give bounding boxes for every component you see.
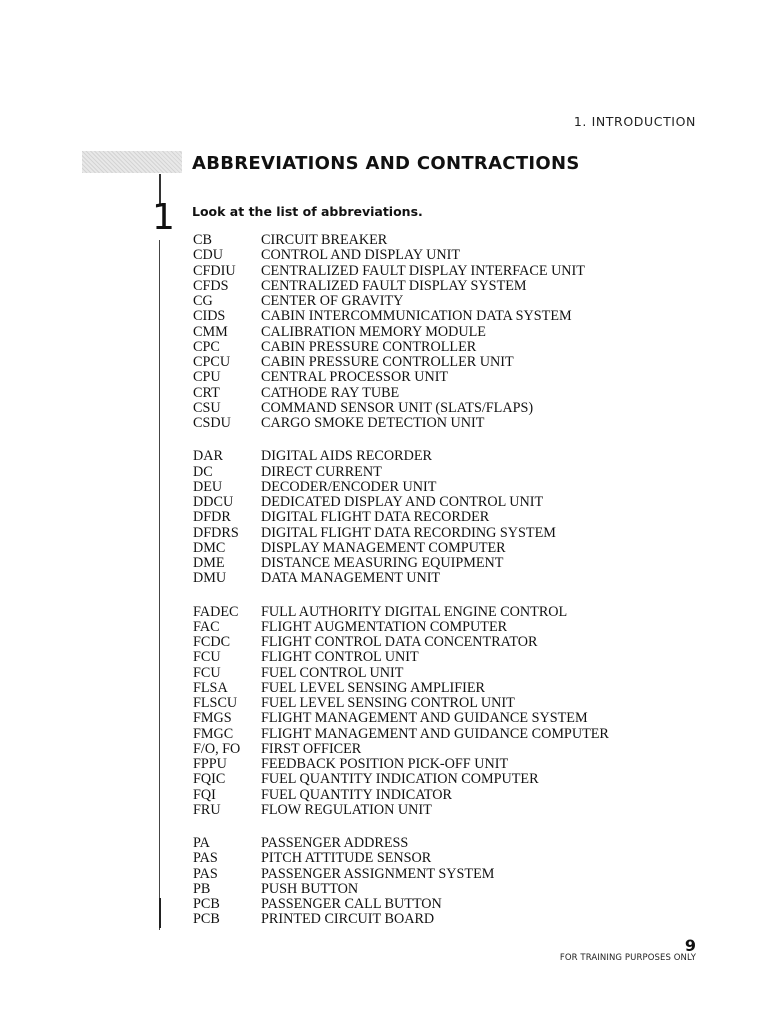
abbreviation-row — [193, 867, 693, 882]
abbreviation-meaning: PASSENGER CALL BUTTON — [261, 896, 442, 912]
abbreviation-row — [193, 605, 693, 620]
abbreviation-row — [193, 355, 693, 370]
abbreviation-term: FQIC — [193, 771, 226, 788]
abbreviation-row — [193, 556, 693, 571]
abbreviation-row — [193, 325, 693, 340]
abbreviation-row — [193, 541, 693, 556]
abbreviation-meaning: FLIGHT AUGMENTATION COMPUTER — [261, 618, 508, 635]
abbreviation-meaning: CENTRALIZED FAULT DISPLAY INTERFACE UNIT — [261, 262, 585, 279]
abbreviation-meaning: PASSENGER ADDRESS — [261, 835, 409, 851]
abbreviation-row — [193, 233, 693, 248]
abbreviation-row — [193, 279, 693, 294]
abbreviation-meaning: PITCH ATTITUDE SENSOR — [261, 850, 432, 867]
abbreviation-meaning: FUEL QUANTITY INDICATOR — [261, 786, 452, 803]
abbreviation-term: DFDR — [193, 509, 231, 526]
abbreviation-term: FCDC — [193, 634, 231, 650]
abbreviation-meaning: PUSH BUTTON — [261, 880, 359, 897]
abbreviation-meaning: FLIGHT MANAGEMENT AND GUIDANCE SYSTEM — [261, 710, 588, 727]
abbreviation-row — [193, 912, 693, 927]
abbreviation-term: CSU — [193, 399, 221, 416]
abbreviation-meaning: COMMAND SENSOR UNIT (SLATS/FLAPS) — [261, 399, 534, 416]
abbreviation-group — [193, 605, 693, 819]
margin-rule — [159, 240, 160, 930]
abbreviation-term: PA — [193, 835, 210, 851]
abbreviation-meaning: CONTROL AND DISPLAY UNIT — [261, 247, 461, 264]
abbreviation-row — [193, 340, 693, 355]
abbreviation-row — [193, 370, 693, 385]
abbreviation-term: DMU — [193, 570, 227, 587]
abbreviation-row — [193, 727, 693, 742]
abbreviation-row — [193, 772, 693, 787]
abbreviation-term: CPU — [193, 369, 221, 386]
abbreviation-meaning: CENTRAL PROCESSOR UNIT — [261, 369, 449, 386]
abbreviation-list — [193, 233, 693, 946]
abbreviation-term: FMGS — [193, 710, 232, 727]
abbreviation-meaning: FLIGHT CONTROL UNIT — [261, 649, 419, 666]
abbreviation-meaning: DATA MANAGEMENT UNIT — [261, 570, 441, 587]
abbreviation-term: CMM — [193, 323, 228, 340]
abbreviation-row — [193, 416, 693, 431]
abbreviation-row — [193, 711, 693, 726]
abbreviation-row — [193, 803, 693, 818]
abbreviation-row — [193, 635, 693, 650]
abbreviation-term: DME — [193, 555, 225, 571]
abbreviation-meaning: FULL AUTHORITY DIGITAL ENGINE CONTROL — [261, 603, 568, 620]
abbreviation-meaning: FLIGHT CONTROL DATA CONCENTRATOR — [261, 634, 538, 650]
abbreviation-row — [193, 788, 693, 803]
abbreviation-term: FCU — [193, 649, 221, 666]
abbreviation-meaning: DISTANCE MEASURING EQUIPMENT — [261, 555, 504, 571]
abbreviation-term: FAC — [193, 618, 220, 635]
abbreviation-meaning: CALIBRATION MEMORY MODULE — [261, 323, 486, 340]
abbreviation-term: FLSCU — [193, 695, 238, 711]
abbreviation-row — [193, 449, 693, 464]
abbreviation-term: DDCU — [193, 494, 234, 510]
abbreviation-term: CIDS — [193, 308, 226, 325]
abbreviation-row — [193, 851, 693, 866]
abbreviation-meaning: CABIN PRESSURE CONTROLLER — [261, 338, 477, 355]
abbreviation-row — [193, 897, 693, 912]
abbreviation-meaning: CABIN INTERCOMMUNICATION DATA SYSTEM — [261, 308, 572, 325]
abbreviation-row — [193, 882, 693, 897]
abbreviation-term: PAS — [193, 865, 218, 882]
abbreviation-row — [193, 248, 693, 263]
abbreviation-term: CG — [193, 293, 213, 309]
abbreviation-meaning: CENTRALIZED FAULT DISPLAY SYSTEM — [261, 277, 527, 294]
abbreviation-meaning: CIRCUIT BREAKER — [261, 232, 388, 248]
exercise-number: 1 — [152, 197, 175, 238]
footer-note: FOR TRAINING PURPOSES ONLY — [559, 953, 696, 963]
abbreviation-meaning: FUEL LEVEL SENSING CONTROL UNIT — [261, 695, 515, 711]
abbreviation-meaning: CATHODE RAY TUBE — [261, 384, 400, 401]
abbreviation-term: FMGC — [193, 725, 234, 742]
abbreviation-row — [193, 742, 693, 757]
abbreviation-row — [193, 264, 693, 279]
abbreviation-term: DC — [193, 463, 213, 480]
abbreviation-row — [193, 386, 693, 401]
abbreviation-row — [193, 620, 693, 635]
abbreviation-term: FPPU — [193, 756, 227, 772]
abbreviation-row — [193, 836, 693, 851]
abbreviation-term: CRT — [193, 384, 220, 401]
abbreviation-group — [193, 449, 693, 586]
abbreviation-term: DMC — [193, 539, 226, 556]
running-header: 1. INTRODUCTION — [573, 114, 696, 129]
abbreviation-term: FCU — [193, 664, 221, 681]
abbreviation-row — [193, 309, 693, 324]
abbreviation-term: FRU — [193, 801, 221, 818]
abbreviation-term: CB — [193, 232, 212, 248]
abbreviation-term: CFDIU — [193, 262, 236, 279]
margin-rule-bottom — [159, 898, 161, 928]
abbreviation-row — [193, 510, 693, 525]
abbreviation-meaning: FLIGHT MANAGEMENT AND GUIDANCE COMPUTER — [261, 725, 609, 742]
abbreviation-meaning: DISPLAY MANAGEMENT COMPUTER — [261, 539, 506, 556]
abbreviation-term: PCB — [193, 911, 220, 928]
abbreviation-meaning: PRINTED CIRCUIT BOARD — [261, 911, 435, 928]
abbreviation-term: CSDU — [193, 415, 231, 431]
abbreviation-meaning: DIRECT CURRENT — [261, 463, 382, 480]
abbreviation-meaning: FUEL QUANTITY INDICATION COMPUTER — [261, 771, 539, 788]
abbreviation-meaning: CABIN PRESSURE CONTROLLER UNIT — [261, 354, 514, 370]
abbreviation-term: DAR — [193, 448, 223, 465]
abbreviation-term: PAS — [193, 850, 218, 867]
abbreviation-group — [193, 836, 693, 928]
abbreviation-term: DFDRS — [193, 524, 239, 541]
abbreviation-row — [193, 757, 693, 772]
abbreviation-meaning: DIGITAL FLIGHT DATA RECORDING SYSTEM — [261, 524, 556, 541]
abbreviation-term: FLSA — [193, 679, 228, 696]
abbreviation-term: FADEC — [193, 603, 239, 620]
abbreviation-row — [193, 666, 693, 681]
page-number: 9 — [684, 936, 696, 955]
abbreviation-meaning: DECODER/ENCODER UNIT — [261, 478, 437, 495]
abbreviation-row — [193, 294, 693, 309]
abbreviation-meaning: DEDICATED DISPLAY AND CONTROL UNIT — [261, 494, 544, 510]
abbreviation-row — [193, 401, 693, 416]
abbreviation-meaning: FUEL LEVEL SENSING AMPLIFIER — [261, 679, 485, 696]
abbreviation-meaning: DIGITAL FLIGHT DATA RECORDER — [261, 509, 490, 526]
abbreviation-meaning: FEEDBACK POSITION PICK-OFF UNIT — [261, 756, 509, 772]
abbreviation-row — [193, 650, 693, 665]
abbreviation-row — [193, 571, 693, 586]
abbreviation-meaning: FIRST OFFICER — [261, 740, 362, 757]
abbreviation-term: CPCU — [193, 354, 231, 370]
abbreviation-term: DEU — [193, 478, 223, 495]
abbreviation-term: FQI — [193, 786, 216, 803]
abbreviation-row — [193, 681, 693, 696]
abbreviation-term: CDU — [193, 247, 223, 264]
abbreviation-row — [193, 465, 693, 480]
abbreviation-meaning: FLOW REGULATION UNIT — [261, 801, 432, 818]
abbreviation-meaning: CENTER OF GRAVITY — [261, 293, 404, 309]
abbreviation-term: CPC — [193, 338, 220, 355]
section-title: ABBREVIATIONS AND CONTRACTIONS — [192, 153, 580, 174]
abbreviation-row — [193, 526, 693, 541]
abbreviation-term: CFDS — [193, 277, 229, 294]
abbreviation-row — [193, 480, 693, 495]
abbreviation-row — [193, 696, 693, 711]
abbreviation-group — [193, 233, 693, 431]
abbreviation-term: PCB — [193, 896, 220, 912]
abbreviation-meaning: PASSENGER ASSIGNMENT SYSTEM — [261, 865, 495, 882]
abbreviation-meaning: DIGITAL AIDS RECORDER — [261, 448, 432, 465]
title-shade-bar — [82, 151, 182, 173]
abbreviation-row — [193, 495, 693, 510]
abbreviation-term: F/O, FO — [193, 740, 241, 757]
abbreviation-meaning: CARGO SMOKE DETECTION UNIT — [261, 415, 485, 431]
exercise-instruction: Look at the list of abbreviations. — [192, 204, 423, 219]
abbreviation-meaning: FUEL CONTROL UNIT — [261, 664, 404, 681]
abbreviation-term: PB — [193, 880, 211, 897]
